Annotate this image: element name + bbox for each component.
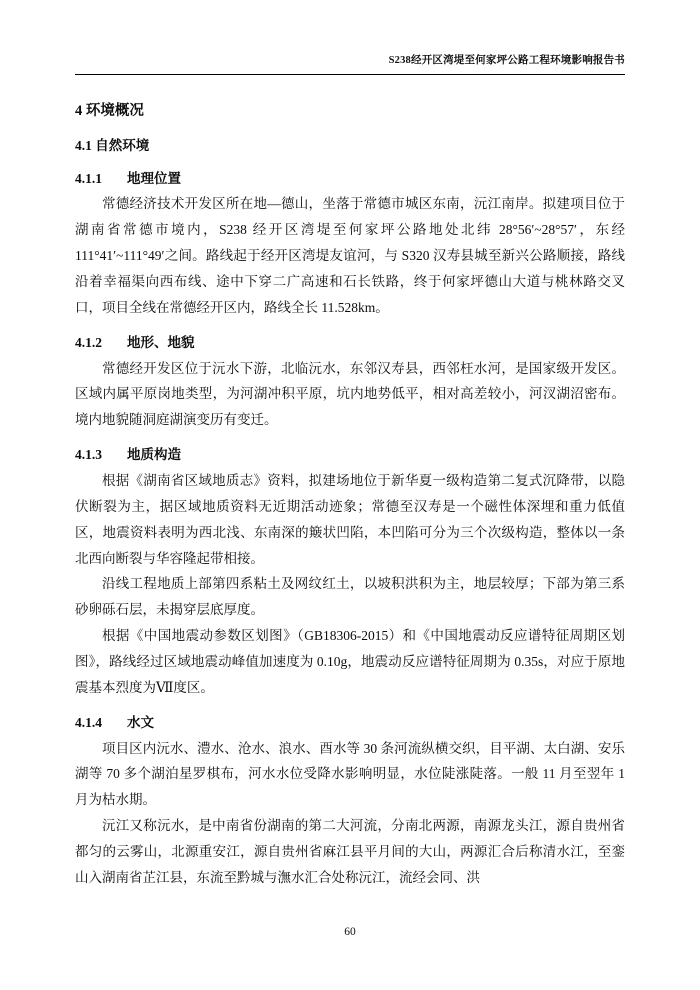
subsection-title-4-1-2: 地形、地貌 xyxy=(127,334,195,350)
header-divider xyxy=(75,74,625,75)
subsection-number-4-1-3: 4.1.3 xyxy=(75,447,102,463)
subsection-title-4-1-4: 水文 xyxy=(127,714,154,730)
subsection-number-4-1-1: 4.1.1 xyxy=(75,170,102,186)
subsection-heading-4-1-3 xyxy=(75,444,625,466)
subsection-heading-4-1-1 xyxy=(75,168,625,190)
section-heading-4-1: 4.1 自然环境 xyxy=(75,138,150,154)
running-header: S238经开区湾堤至何家坪公路工程环境影响报告书 xyxy=(388,55,625,66)
paragraph-4-1-3-2: 沿线工程地质上部第四系粘土及网纹红土，以坡积洪积为主，地层较厚；下部为第三系砂卵砾石层，未揭穿层底厚度。 xyxy=(75,576,625,618)
paragraph-4-1-4-1: 项目区内沅水、澧水、沧水、浪水、酉水等 30 条河流纵横交织，目平湖、太白湖、安乐湖等 70 多个湖泊星罗棋布，河水水位受降水影响明显，水位陡涨陡落。一般 11 月至翌年 1 月为枯水期。 xyxy=(75,740,625,808)
subsection-title-4-1-1: 地理位置 xyxy=(127,170,181,186)
paragraph-4-1-3-3: 根据《中国地震动参数区划图》（GB18306-2015）和《中国地震动反应谱特征周期区划图》，路线经过区域地震动峰值加速度为 0.10g，地震动反应谱特征周期为 0.35s，对应于原地震基本烈度为Ⅶ度区。 xyxy=(75,628,625,696)
page-number: 60 xyxy=(344,926,356,938)
paragraph-4-1-3-1: 根据《湖南省区域地质志》资料，拟建场地位于新华夏一级构造第二复式沉降带，以隐伏断裂为主，据区域地质资料无近期活动迹象；常德至汉寿是一个磁性体深埋和重力低值区，地震资料表明为西北浅、东南深的簸状凹陷，本凹陷可分为三个次级构造，整体以一条北西向断裂与华容隆起带相接。 xyxy=(75,472,625,566)
subsection-number-4-1-2: 4.1.2 xyxy=(75,334,102,350)
paragraph-4-1-2-1: 常德经开发区位于沅水下游，北临沅水，东邻汉寿县，西邻枉水河，是国家级开发区。区域内属平原岗地类型，为河湖冲积平原，坑内地势低平，相对高差较小，河汊湖沼密布。境内地貌随洞庭湖演变历有变迁。 xyxy=(75,360,625,428)
paragraph-4-1-1-1: 常德经济技术开发区所在地—德山，坐落于常德市城区东南，沅江南岸。拟建项目位于湖南省常德市境内，S238 经开区湾堤至何家坪公路地处北纬 28°56′~28°57′，东经 111°41′~111°49′之间。路线起于经开区湾堤友谊河，与 S320 汉寿县城至新兴公路顺接，路线沿着幸福渠向西布线、途中下穿二广高速和石长铁路，终于何家坪德山大道与桃林路交叉口，项目全线在常德经开区内，路线全长 11.528km。 xyxy=(75,196,625,315)
subsection-heading-4-1-2 xyxy=(75,332,625,354)
subsection-title-4-1-3: 地质构造 xyxy=(127,447,181,463)
subsection-heading-4-1-4 xyxy=(75,712,625,734)
paragraph-4-1-4-2: 沅江又称沅水，是中南省份湖南的第二大河流，分南北两源，南源龙头江，源自贵州省都匀的云雾山，北源重安江，源自贵州省麻江县平月间的大山，两源汇合后称清水江，至銮山入湖南省芷江县，东流至黔城与潕水汇合处称沅江，流经会同、洪 xyxy=(75,818,625,886)
page-content xyxy=(75,88,625,891)
chapter-heading: 4 环境概况 xyxy=(75,103,144,119)
subsection-number-4-1-4: 4.1.4 xyxy=(75,714,102,730)
